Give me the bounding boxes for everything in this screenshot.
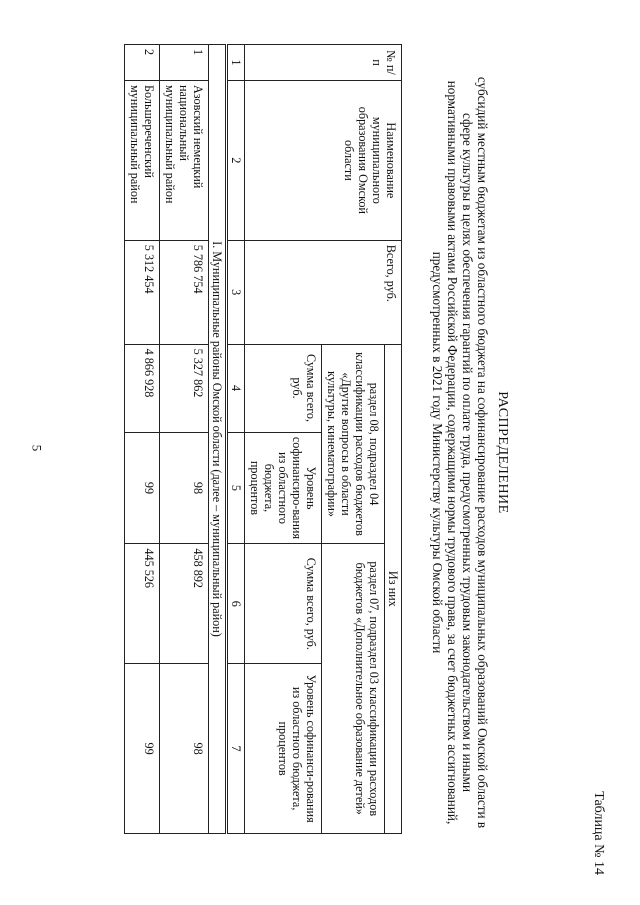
table-row (160, 45, 209, 834)
header-row-1 (385, 45, 402, 834)
row-total: 5 312 454 (125, 240, 160, 344)
header-group-a: раздел 08, подраздел 04 классификации расходов бюджетов «Другие вопросы в области культуры, кинематографии» (322, 344, 385, 544)
row-num: 2 (125, 45, 160, 81)
row-sum-b: 458 892 (160, 544, 209, 664)
document-title: РАСПРЕДЕЛЕНИЕ (495, 391, 510, 514)
row-sum-b: 445 526 (125, 544, 160, 664)
header-of-which: Из них (385, 344, 402, 833)
row-sum-a: 5 327 862 (160, 344, 209, 432)
header-sum-a: Сумма всего, руб. (245, 344, 322, 432)
document-subtitle: субсидий местным бюджетам из областного бюджета на софинансирование расходов муниципальных образований Омской области в сфере культуры в целях обеспечения гарантий по оплате труда, предусмотренных трудовым законодательством и иными нормативными правовыми актами Российской Федерации, содержащими нормы трудового права, за счет бюджетных ассигнований, предусмотренных в 2021 году Министерству культуры Омской области (430, 76, 490, 829)
header-level-b: Уровень софинанси-рования из областного бюджета, процентов (245, 664, 322, 834)
row-name: Большереченский муниципальный район (125, 80, 160, 240)
header-num: № п/п (245, 45, 402, 81)
header-level-a: Уровень софинансиро-вания из областного бюджета, процентов (245, 432, 322, 544)
column-index: 2 (227, 80, 245, 240)
row-name: Азовский немецкий национальный муниципальный район (160, 80, 209, 240)
distribution-table (124, 44, 402, 834)
header-total: Всего, руб. (245, 240, 402, 344)
column-index-row (227, 45, 245, 834)
column-index: 5 (227, 432, 245, 544)
row-num: 1 (160, 45, 209, 81)
section-title: I. Муниципальные районы Омской области (далее – муниципальный район) (209, 45, 227, 834)
header-sum-b: Сумма всего, руб. (245, 544, 322, 664)
column-index: 1 (227, 45, 245, 81)
table-row (125, 45, 160, 834)
header-group-b: раздел 07, подраздел 03 классификации расходов бюджетов «Дополнительное образование детей» (322, 544, 385, 834)
row-level-b: 98 (160, 664, 209, 834)
column-index: 4 (227, 344, 245, 432)
row-total: 5 786 754 (160, 240, 209, 344)
column-index: 6 (227, 544, 245, 664)
section-row (209, 45, 227, 834)
table-label: Таблица № 14 (591, 791, 606, 875)
row-level-a: 98 (160, 432, 209, 544)
column-index: 3 (227, 240, 245, 344)
column-index: 7 (227, 664, 245, 834)
row-sum-a: 4 866 928 (125, 344, 160, 432)
page-number: 5 (29, 444, 45, 452)
header-name: Наименование муниципального образования Омской области (245, 80, 402, 240)
row-level-a: 99 (125, 432, 160, 544)
row-level-b: 99 (125, 664, 160, 834)
